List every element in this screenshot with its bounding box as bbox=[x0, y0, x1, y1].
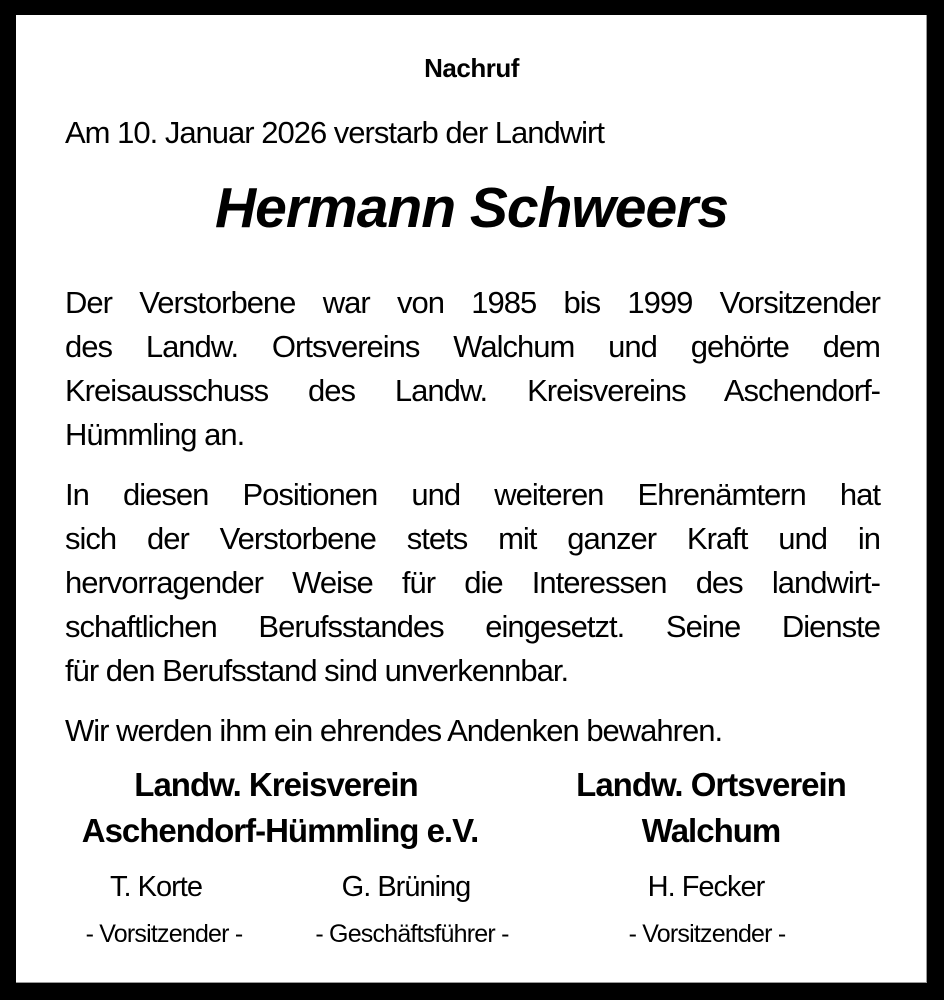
org-kreisverein-name: Landw. Kreisverein bbox=[134, 766, 418, 803]
notice-heading: Nachruf bbox=[424, 53, 519, 83]
paragraph-line: schaftlichen Berufsstandes eingesetzt. Seine Dienste bbox=[65, 609, 880, 644]
paragraph-tribute bbox=[65, 473, 880, 693]
paragraph-line: Hümmling an. bbox=[65, 417, 245, 452]
deceased-name: Hermann Schweers bbox=[214, 176, 729, 240]
paragraph-line: Der Verstorbene war von 1985 bis 1999 Vorsitzender bbox=[65, 285, 880, 320]
org-kreisverein-region: Aschendorf-Hümmling e.V. bbox=[81, 812, 479, 849]
signatory-name: G. Brüning bbox=[341, 871, 471, 903]
signatory-name: T. Korte bbox=[110, 871, 202, 903]
paragraph-line: des Landw. Ortsvereins Walchum und gehörte dem bbox=[65, 329, 880, 364]
paragraph-line: Kreisausschuss des Landw. Kreisvereins Aschendorf- bbox=[65, 373, 880, 408]
intro-line: Am 10. Januar 2026 verstarb der Landwirt bbox=[65, 115, 604, 150]
org-ortsverein-region: Walchum bbox=[641, 812, 781, 849]
org-ortsverein-name: Landw. Ortsverein bbox=[576, 766, 846, 803]
paragraph-line: sich der Verstorbene stets mit ganzer Kraft und in bbox=[65, 521, 880, 556]
signatory-name: H. Fecker bbox=[647, 871, 765, 903]
signatory-role: - Vorsitzender - bbox=[85, 920, 243, 948]
paragraph-line: für den Berufsstand sind unverkennbar. bbox=[65, 653, 569, 688]
signatory-role: - Geschäftsführer - bbox=[315, 920, 509, 948]
closing-line: Wir werden ihm ein ehrendes Andenken bewahren. bbox=[65, 713, 723, 748]
signatory-role: - Vorsitzender - bbox=[628, 920, 786, 948]
paragraph-line: In diesen Positionen und weiteren Ehrenämtern hat bbox=[65, 477, 880, 512]
obituary-notice bbox=[16, 15, 927, 983]
paragraph-career bbox=[65, 281, 880, 457]
paragraph-line: hervorragender Weise für die Interessen des landwirt- bbox=[65, 565, 880, 600]
